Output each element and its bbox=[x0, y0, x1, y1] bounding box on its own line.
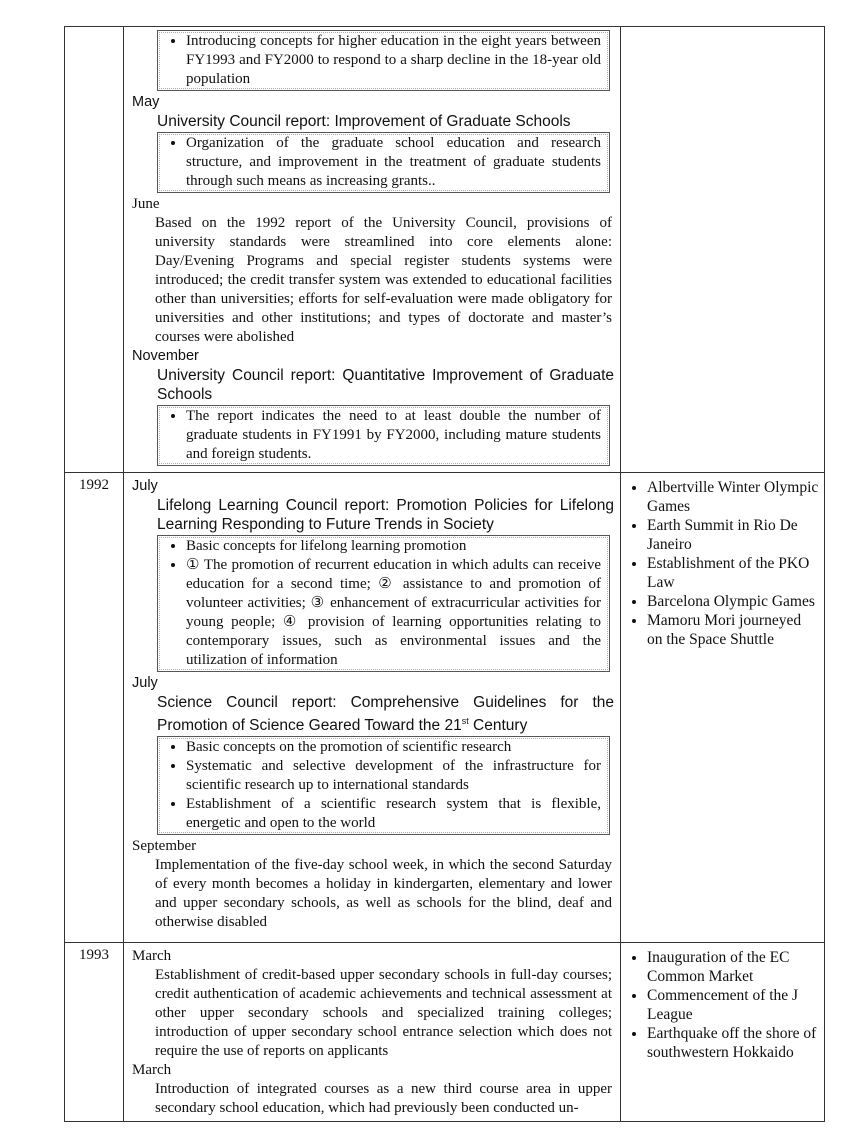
event-description: Establishment of credit-based upper secondary schools in full-day courses; credit authentication of academic achievements and technical assessment at other upper secondary schools and specialized training colleges; introduction of upper secondary school entrance selection which does not require the use of reports on applicants bbox=[155, 967, 612, 1059]
list-item: • Basic concepts for lifelong learning promotion bbox=[186, 537, 601, 556]
month-label: June bbox=[132, 196, 160, 212]
report-title: University Council report: Improvement of Graduate Schools bbox=[157, 113, 571, 130]
month-label: September bbox=[132, 838, 197, 855]
events-cell bbox=[124, 943, 621, 1122]
month-label: March bbox=[132, 1062, 172, 1078]
report-summary-box bbox=[157, 535, 610, 672]
report-summary-box bbox=[157, 30, 610, 91]
event-description: Implementation of the five-day school week, in which the second Saturday of every month becomes a holiday in kindergarten, elementary and lower and upper secondary schools, as well as schools for the blind, deaf and otherwise disabled bbox=[155, 857, 612, 931]
report-title: University Council report: Quantitative Improvement of Graduate Schools bbox=[157, 367, 614, 403]
world-event-item: • Barcelona Olympic Games bbox=[647, 592, 820, 611]
report-summary-box bbox=[157, 736, 610, 835]
world-event-item: • Mamoru Mori journeyed on the Space Shuttle bbox=[647, 611, 820, 649]
world-events-cell bbox=[621, 473, 825, 943]
world-events-cell bbox=[621, 943, 825, 1122]
world-event-item: • Earth Summit in Rio De Janeiro bbox=[647, 516, 820, 554]
report-title: Lifelong Learning Council report: Promotion Policies for Lifelong Learning Responding to Future Trends in Society bbox=[157, 497, 614, 533]
world-events-cell bbox=[621, 27, 825, 473]
table-row bbox=[65, 27, 825, 473]
table-row bbox=[65, 943, 825, 1122]
report-summary-box bbox=[157, 132, 610, 193]
year-cell: 1993 bbox=[65, 943, 124, 1122]
events-cell bbox=[124, 27, 621, 473]
events-cell bbox=[124, 473, 621, 943]
month-label: July bbox=[132, 675, 158, 691]
month-label: March bbox=[132, 948, 172, 964]
world-event-item: • Commencement of the J League bbox=[647, 986, 820, 1024]
year-cell bbox=[65, 27, 124, 473]
list-item: • Systematic and selective development of the infrastructure for scientific research up to international standards bbox=[186, 757, 601, 795]
report-title: Science Council report: Comprehensive Guidelines for the Promotion of Science Geared Toward the 21st Century bbox=[157, 694, 614, 735]
world-event-item: • Albertville Winter Olympic Games bbox=[647, 478, 820, 516]
report-summary-box bbox=[157, 405, 610, 466]
list-item: • Introducing concepts for higher education in the eight years between FY1993 and FY2000 to respond to a sharp decline in the 18-year old population bbox=[186, 32, 601, 89]
world-event-item: • Establishment of the PKO Law bbox=[647, 554, 820, 592]
list-item: • Organization of the graduate school education and research structure, and improvement in the treatment of graduate students through such means as increasing grants.. bbox=[186, 134, 601, 191]
year-cell: 1992 bbox=[65, 473, 124, 943]
month-label: November bbox=[132, 348, 199, 364]
ordinal-suffix: st bbox=[461, 716, 469, 726]
list-item: • Establishment of a scientific research system that is flexible, energetic and open to the world bbox=[186, 795, 601, 833]
list-item: • Basic concepts on the promotion of scientific research bbox=[186, 738, 601, 757]
world-event-item: • Inauguration of the EC Common Market bbox=[647, 948, 820, 986]
table-row bbox=[65, 473, 825, 943]
list-item: • The report indicates the need to at least double the number of graduate students in FY1991 by FY2000, including mature students and foreign students. bbox=[186, 407, 601, 464]
world-event-item: • Earthquake off the shore of southwestern Hokkaido bbox=[647, 1024, 820, 1062]
event-description: Based on the 1992 report of the University Council, provisions of university standards were streamlined into core elements alone: Day/Evening Programs and special register students systems were introduced; the credit transfer system was extended to educational facilities other than universities; efforts for self-evaluation were made obligatory for universities and other institutions; and types of doctorate and master’s courses were abolished bbox=[155, 215, 612, 345]
month-label: May bbox=[132, 94, 160, 110]
education-timeline-table bbox=[64, 26, 825, 1122]
event-description: Introduction of integrated courses as a new third course area in upper secondary school education, which had previously been conducted un- bbox=[155, 1081, 612, 1116]
month-label: July bbox=[132, 478, 158, 494]
list-item: • ① The promotion of recurrent education in which adults can receive education for a second time; ② assistance to and promotion of volunteer activities; ③ enhancement of extracurricular activities for young people; ④ provision of learning opportunities relating to contemporary issues, such as environmental issues and the utilization of information bbox=[186, 556, 601, 670]
